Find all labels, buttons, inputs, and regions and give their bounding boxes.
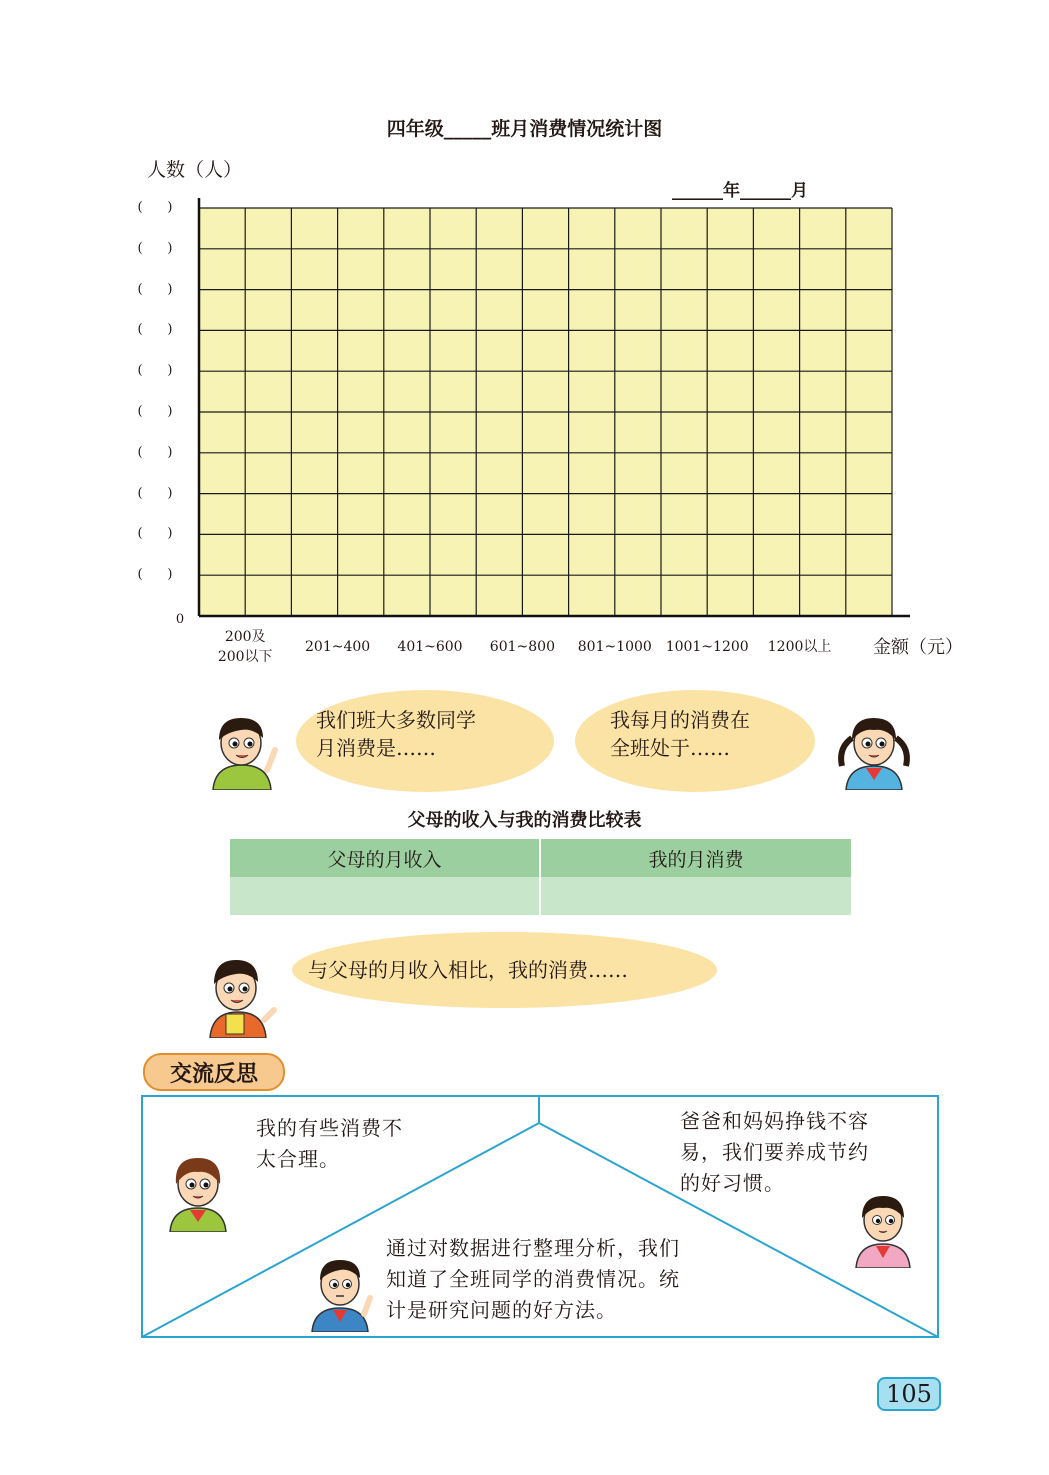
x-tick-label: 601~800 <box>489 639 555 655</box>
table-cell <box>541 877 851 915</box>
boy-with-paper-illustration <box>200 952 280 1038</box>
y-tick-label: ( ) <box>137 200 173 215</box>
y-tick-label: ( ) <box>137 444 173 460</box>
speech-text-boy-2: 与父母的月收入相比，我的消费…… <box>308 958 628 982</box>
table-header-cell: 我的月消费 <box>541 839 851 877</box>
x-tick-label: 1001~1200 <box>665 639 749 655</box>
y-tick-label: ( ) <box>137 485 173 501</box>
reflection-text-bottom: 通过对数据进行整理分析，我们 知道了全班同学的消费情况。统 计是研究问题的好方法。 <box>386 1236 680 1322</box>
section-tag-reflection: 交流反思 <box>143 1053 285 1091</box>
y-tick-label: ( ) <box>137 240 173 256</box>
y-tick-label: ( ) <box>137 281 173 297</box>
y-axis-label: 人数（人） <box>147 159 243 181</box>
y-tick-label: ( ) <box>137 567 173 583</box>
comparison-table <box>230 839 851 915</box>
boy-thinking-illustration <box>306 1252 378 1332</box>
speech-text-girl: 我每月的消费在 全班处于…… <box>610 708 750 760</box>
page-number: 105 <box>877 1377 941 1411</box>
x-tick-label: 201~400 <box>305 639 371 655</box>
y-tick-label: ( ) <box>137 404 173 419</box>
table-row <box>230 877 851 915</box>
table-header-cell: 父母的月收入 <box>230 839 541 877</box>
x-tick-label: 801~1000 <box>577 639 652 655</box>
reflection-text-left: 我的有些消费不 太合理。 <box>256 1116 403 1171</box>
date-line: ______年______月 <box>672 181 808 201</box>
bar-chart-grid <box>190 198 910 623</box>
x-tick-label: 401~600 <box>397 639 463 655</box>
y-tick-label: ( ) <box>137 322 173 338</box>
girl-character-illustration <box>832 708 917 790</box>
table-header-row <box>230 839 851 877</box>
y-tick-label: ( ) <box>137 363 173 379</box>
y-tick-zero: 0 <box>175 612 185 627</box>
x-tick-label: 1200以上 <box>767 639 832 655</box>
girl-thinking-illustration <box>158 1150 238 1232</box>
chart-title: 四年级_____班月消费情况统计图 <box>386 118 663 140</box>
x-axis-label: 金额（元） <box>873 637 963 658</box>
reflection-text-right: 爸爸和妈妈挣钱不容 易，我们要养成节约 的好习惯。 <box>680 1109 869 1195</box>
x-tick-label: 200及 200以下 <box>217 629 273 665</box>
boy-character-illustration <box>205 710 280 790</box>
speech-text-boy: 我们班大多数同学 月消费是…… <box>316 708 476 760</box>
table-cell <box>230 877 541 915</box>
table-title: 父母的收入与我的消费比较表 <box>407 810 642 831</box>
girl-pink-illustration <box>848 1186 918 1268</box>
y-tick-label: ( ) <box>137 526 173 542</box>
